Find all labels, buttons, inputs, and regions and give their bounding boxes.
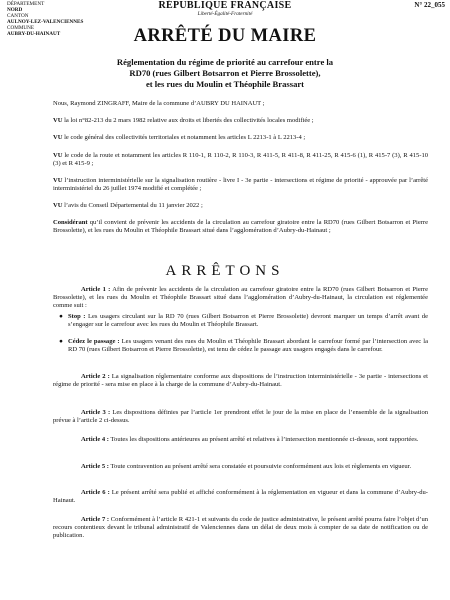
article-3: [53, 409, 428, 425]
article-label: Article 4 :: [81, 436, 109, 443]
article-label: Article 1 :: [81, 286, 111, 293]
article-text: Les dispositions définies par l’article 1er prendront effet le jour de la mise en place de l’ensemble de la signalisation prévue à l’article 2 ci-dessus.: [53, 409, 428, 424]
vu-label: VU: [53, 117, 63, 124]
republic-header: [0, 0, 450, 20]
subtitle-line: Réglementation du régime de priorité au carrefour entre la: [116, 57, 334, 67]
department-name: NORD: [7, 7, 23, 14]
vu-label: VU: [53, 177, 63, 184]
bullet-label: Stop :: [68, 313, 86, 320]
subtitle-line: RD70 (rues Gilbert Botsarron et Pierre Brossolette),: [129, 68, 321, 78]
vu-label: VU: [53, 134, 63, 141]
article-5: [53, 463, 428, 471]
article-text: Le présent arrêté sera publié et affiché conformément à la réglementation en vigueur et dans la commune d’Aubry-du-Hainaut.: [53, 489, 428, 504]
preamble-vu-4: [53, 177, 428, 193]
document-title: ARRÊTÉ DU MAIRE: [133, 26, 317, 46]
canton-label: CANTON: [7, 13, 29, 20]
article-text: La signalisation réglementaire conforme aux dispositions de l’instruction interministérielle - 3e partie - intersections et régime de priorité - sera mise en place à la charge de la commune d’Aubry-du-Hainaut.: [53, 373, 428, 388]
article-text: Conformément à l’article R 421-1 et suivants du code de justice administrative, le présent arrêté pourra faire l’objet d’un recours contentieux devant le tribunal administratif de Valenciennes dans un délai de deux mois à compter de sa date de notification ou de publication.: [53, 516, 428, 539]
bullet-label: Cédez le passage :: [68, 338, 120, 345]
article-label: Article 5 :: [81, 463, 109, 470]
vu-label: VU: [53, 202, 63, 209]
bullet-icon: ●: [59, 338, 63, 345]
preamble-intro: Nous, Raymond ZINGRAFF, Maire de la commune d’AUBRY DU HAINAUT ;: [53, 100, 265, 107]
preamble-vu-2: [53, 134, 428, 142]
article-1-yield: [59, 338, 428, 354]
vu-text: la loi n°82-213 du 2 mars 1982 relative aux droits et libertés des collectivités locales modifiée ;: [62, 117, 314, 124]
preamble-vu-5: [53, 202, 428, 210]
article-text: Afin de prévenir les accidents de la circulation au carrefour giratoire entre la RD70 (rues Gilbert Botsarron et Pierre Brossolette), et les rues du Moulin et Théophile Brassart situé dans l’agglomération d’Aubry-du-Hainaut, la circulation est réglementée comme suit :: [53, 286, 428, 309]
vu-text: le code de la route et notamment les articles R 110-1, R 110-2, R 110-3, R 411-5, R 411-8, R 411-25, R 415-6 (1), R 415-7 (3), R 415-10 (3) et R 415-9 ;: [53, 152, 428, 167]
article-1: [53, 286, 428, 310]
article-label: Article 3 :: [81, 409, 111, 416]
vu-label: VU: [53, 152, 63, 159]
canton-name: AULNOY-LEZ-VALENCIENNES: [7, 19, 84, 26]
article-6: [53, 489, 428, 505]
article-4: [53, 436, 428, 444]
considerant-text: qu’il convient de prévenir les accidents de la circulation au carrefour giratoire entre la RD70 (rues Gilbert Botsarron et Pierre Brossolette), et les rues du Moulin et Théophile Brassart situé dans l’agglomération d’Aubry-du-Hainaut ;: [53, 219, 428, 234]
document-subtitle: [60, 57, 390, 90]
vu-text: l’instruction interministérielle sur la signalisation routière - livre I - 3e partie - intersections et régime de priorité - approuvée par l’arrêté interministériel du 26 juillet 1974 modifié et complétée ;: [53, 177, 428, 192]
article-text: Toutes les dispositions antérieures au présent arrêté et relatives à l’intersection mentionnée ci-dessus, sont rapportées.: [109, 436, 419, 443]
preamble-vu-1: [53, 117, 428, 125]
arretons-heading: ARRÊTONS: [165, 263, 285, 279]
article-label: Article 2 :: [81, 373, 110, 380]
republic-name: RÉPUBLIQUE FRANÇAISE: [158, 0, 292, 11]
bullet-text: Les usagers circulant sur la RD 70 (rues Gilbert Botsarron et Pierre Brossolette) devront marquer un temps d’arrêt avant de s’engager sur le carrefour avec les rues du Moulin et Théophile Brassart.: [68, 313, 428, 328]
document-number: N° 22_055: [414, 1, 445, 9]
considerant-label: Considérant: [53, 219, 88, 226]
preamble-considerant: [53, 219, 428, 235]
vu-text: l’avis du Conseil Départemental du 11 janvier 2022 ;: [62, 202, 203, 209]
article-label: Article 7 :: [81, 516, 110, 523]
article-text: Toute contravention au présent arrêté sera constatée et poursuivie conformément aux lois et règlements en vigueur.: [109, 463, 412, 470]
commune-label: COMMUNE: [7, 25, 35, 32]
commune-name: AUBRY-DU-HAINAUT: [7, 31, 61, 38]
article-label: Article 6 :: [81, 489, 110, 496]
republic-motto: Liberté-Égalité-Fraternité: [197, 11, 253, 17]
vu-text: le code général des collectivités territoriales et notamment les articles L 2213-1 à L 2213-4 ;: [62, 134, 306, 141]
preamble-vu-3: [53, 152, 428, 168]
bullet-text: Les usagers venant des rues du Moulin et Théophile Brassart abordant le carrefour formé par l’intersection avec la RD 70 (rues Gilbert Botsarron et Pierre Brossolette), est tenu de cédez le passage aux usagers engagés dans le carrefour.: [68, 338, 428, 353]
article-1-stop: [59, 313, 428, 329]
subtitle-line: et les rues du Moulin et Théophile Brassart: [145, 79, 305, 89]
article-7: [53, 516, 428, 540]
department-label: DÉPARTEMENT: [7, 1, 45, 7]
article-2: [53, 373, 428, 389]
bullet-icon: ●: [59, 313, 63, 320]
